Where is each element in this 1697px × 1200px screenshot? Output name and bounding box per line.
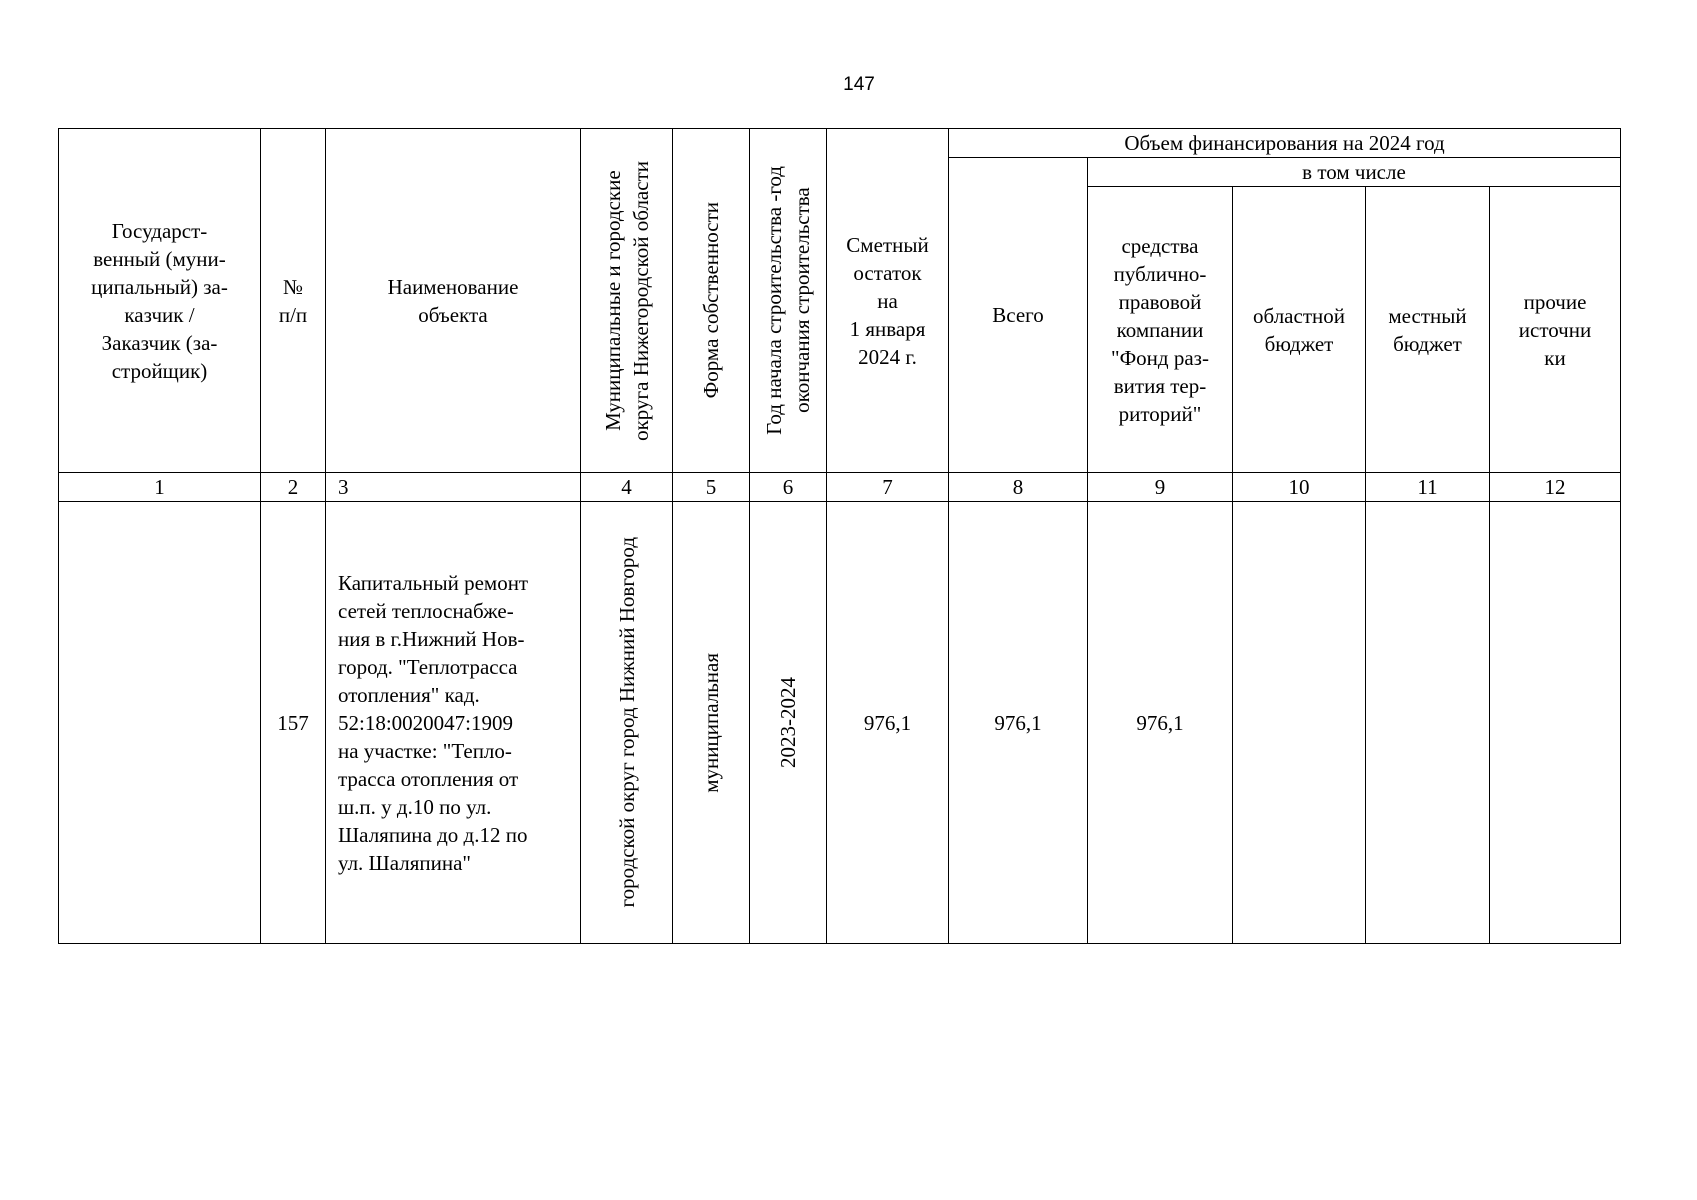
cell-fund: 976,1: [1088, 502, 1233, 944]
cell-municipality: [581, 502, 673, 944]
col-number: 1: [59, 473, 261, 502]
col-number: 4: [581, 473, 673, 502]
header-municipality-text: Муниципальные и городские округа Нижегородской области: [600, 160, 653, 441]
col-number: 3: [326, 473, 581, 502]
cell-object-name: Капитальный ремонт сетей теплоснабже- ния в г.Нижний Нов- город. "Теплотрасса отопления" кад. 52:18:0020047:1909 на участке: "Тепло- трасса отопления от ш.п. у д.10 по ул. Шаляпина до д.12 по ул. Шаляпина": [326, 502, 581, 944]
cell-ownership-text: муниципальная: [699, 652, 723, 793]
financing-table: [58, 128, 1621, 944]
header-customer: Государст- венный (муни- ципальный) за- казчик / Заказчик (за- стройщик): [59, 129, 261, 473]
col-number: 8: [949, 473, 1088, 502]
table-row: [59, 502, 1621, 944]
header-total: Всего: [949, 158, 1088, 473]
header-ownership-text: Форма собственности: [699, 202, 723, 399]
cell-customer: [59, 502, 261, 944]
header-municipality: [581, 129, 673, 473]
cell-local: [1366, 502, 1490, 944]
col-number: 9: [1088, 473, 1233, 502]
cell-estimate: 976,1: [827, 502, 949, 944]
col-number: 6: [750, 473, 827, 502]
cell-number: 157: [261, 502, 326, 944]
header-other: прочие источни ки: [1490, 187, 1621, 473]
col-number: 2: [261, 473, 326, 502]
cell-regional: [1233, 502, 1366, 944]
header-including: в том числе: [1088, 158, 1621, 187]
header-years: [750, 129, 827, 473]
cell-municipality-text: городской округ город Нижний Новгород: [614, 537, 639, 908]
cell-years: [750, 502, 827, 944]
col-number: 12: [1490, 473, 1621, 502]
col-number: 11: [1366, 473, 1490, 502]
header-object-name: Наименование объекта: [326, 129, 581, 473]
col-number: 10: [1233, 473, 1366, 502]
header-number: № п/п: [261, 129, 326, 473]
header-regional: областной бюджет: [1233, 187, 1366, 473]
col-number: 5: [673, 473, 750, 502]
page-number: 147: [843, 74, 875, 95]
cell-total: 976,1: [949, 502, 1088, 944]
cell-ownership: [673, 502, 750, 944]
header-local: местный бюджет: [1366, 187, 1490, 473]
col-number: 7: [827, 473, 949, 502]
column-number-row: [59, 473, 1621, 502]
cell-other: [1490, 502, 1621, 944]
header-estimate: Сметный остаток на 1 января 2024 г.: [827, 129, 949, 473]
header-years-text: Год начала строительства -год окончания строительства: [762, 166, 814, 435]
cell-years-text: 2023-2024: [776, 677, 800, 768]
header-ownership: [673, 129, 750, 473]
header-funding-group: Объем финансирования на 2024 год: [949, 129, 1621, 158]
header-fund: средства публично- правовой компании "Фонд раз- вития тер- риторий": [1088, 187, 1233, 473]
